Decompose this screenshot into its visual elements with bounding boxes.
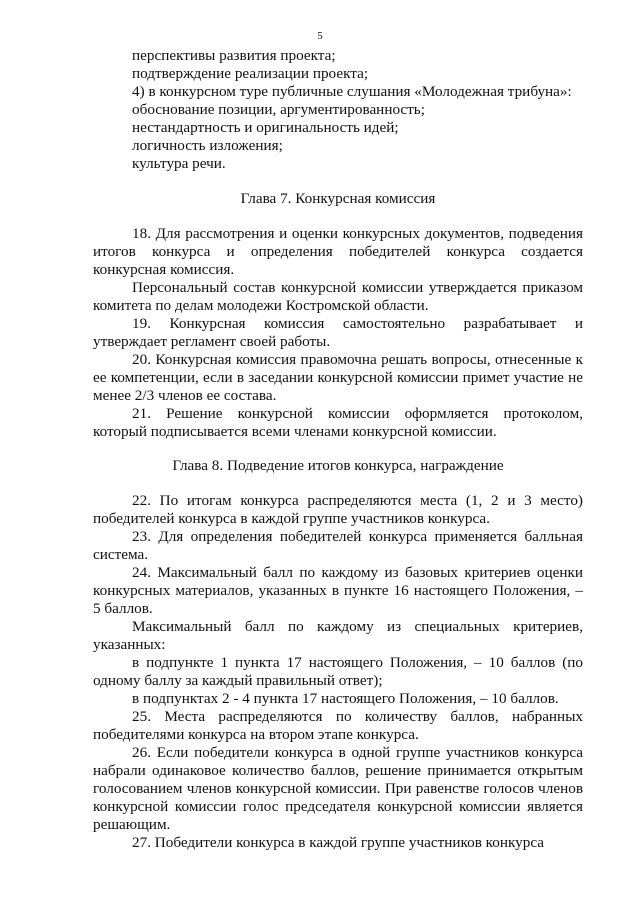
paragraph-21: 21. Решение конкурсной комиссии оформляется протоколом, который подписывается всеми членами конкурсной комиссии.	[93, 405, 583, 440]
paragraph-special-criteria: Максимальный балл по каждому из специальных критериев, указанных:	[93, 618, 583, 653]
paragraph-22: 22. По итогам конкурса распределяются места (1, 2 и 3 место) победителей конкурса в каждой группе участников конкурса.	[93, 492, 583, 527]
list-item: перспективы развития проекта;	[132, 47, 336, 64]
list-item: логичность изложения;	[132, 137, 283, 154]
paragraph-20: 20. Конкурсная комиссия правомочна решать вопросы, отнесенные к ее компетенции, если в заседании конкурсной комиссии примет участие не менее 2/3 членов ее состава.	[93, 351, 583, 404]
paragraph-27: 27. Победители конкурса в каждой группе участников конкурса	[132, 834, 545, 851]
list-item: нестандартность и оригинальность идей;	[132, 119, 399, 136]
paragraph-18: 18. Для рассмотрения и оценки конкурсных документов, подведения итогов конкурса и определения победителей конкурса создается конкурсная комиссия.	[93, 225, 583, 278]
paragraph-23: 23. Для определения победителей конкурса применяется балльная система.	[93, 528, 583, 563]
page-content	[93, 47, 583, 852]
paragraph-24: 24. Максимальный балл по каждому из базовых критериев оценки конкурсных материалов, указанных в пункте 16 настоящего Положения, – 5 баллов.	[93, 564, 583, 617]
list-item: 4) в конкурсном туре публичные слушания «Молодежная трибуна»:	[132, 83, 572, 100]
page-number: 5	[317, 30, 323, 42]
chapter-7-heading: Глава 7. Конкурсная комиссия	[240, 190, 436, 207]
paragraph-19: 19. Конкурсная комиссия самостоятельно разрабатывает и утверждает регламент своей работы.	[93, 315, 583, 350]
paragraph-26: 26. Если победители конкурса в одной группе участников конкурса набрали одинаковое количество баллов, решение принимается открытым голосованием членов конкурсной комиссии. При равенстве голосов членов конкурсной комиссии голос председателя конкурсной комиссии является решающим.	[93, 744, 583, 833]
list-item: культура речи.	[132, 155, 226, 172]
paragraph-subpoints-2-4: в подпунктах 2 - 4 пункта 17 настоящего Положения, – 10 баллов.	[132, 690, 559, 707]
list-item: обоснование позиции, аргументированность;	[132, 101, 425, 118]
list-item: подтверждение реализации проекта;	[132, 65, 369, 82]
paragraph-subpoint-1: в подпункте 1 пункта 17 настоящего Положения, – 10 баллов (по одному баллу за каждый правильный ответ);	[93, 654, 583, 689]
paragraph-25: 25. Места распределяются по количеству баллов, набранных победителями конкурса на втором этапе конкурса.	[93, 708, 583, 743]
paragraph-commission-composition: Персональный состав конкурсной комиссии утверждается приказом комитета по делам молодежи Костромской области.	[93, 279, 583, 314]
chapter-8-heading: Глава 8. Подведение итогов конкурса, награждение	[172, 457, 504, 474]
